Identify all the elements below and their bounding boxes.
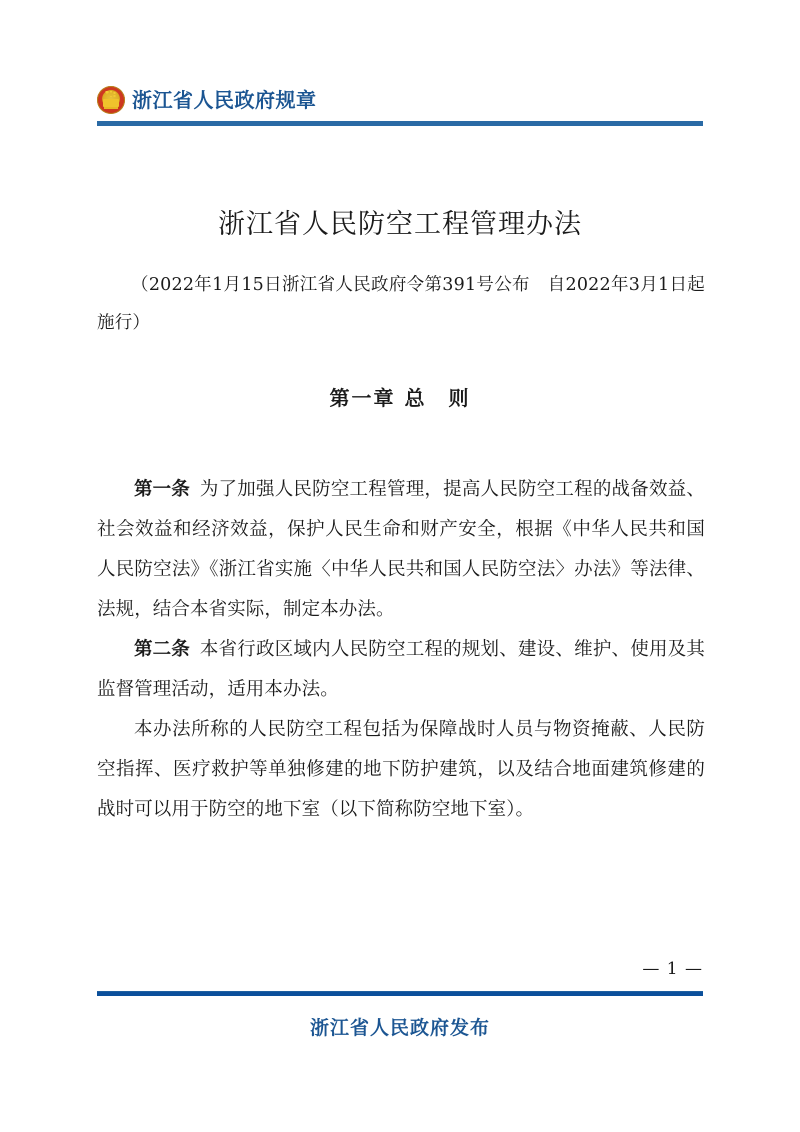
article-text: 为了加强人民防空工程管理，提高人民防空工程的战备效益、社会效益和经济效益，保护人民生命和财产安全，根据《中华人民共和国人民防空法》《浙江省实施〈中华人民共和国人民防空法〉办法》等法律、法规，结合本省实际，制定本办法。 [97, 479, 705, 620]
footer-divider-thick [97, 992, 703, 996]
article-paragraph [97, 470, 705, 630]
page-number: — 1 — [642, 959, 703, 979]
page-header [97, 82, 703, 126]
header-divider [97, 121, 703, 126]
article-label: 第二条 [134, 639, 190, 660]
document-body [97, 470, 705, 830]
page-title: 浙江省人民防空工程管理办法 [218, 209, 582, 240]
article-paragraph [97, 630, 705, 710]
article-label: 第一条 [134, 479, 190, 500]
article-text: 本办法所称的人民防空工程包括为保障战时人员与物资掩蔽、人民防空指挥、医疗救护等单独修建的地下防护建筑，以及结合地面建筑修建的战时可以用于防空的地下室（以下简称防空地下室）。 [97, 719, 705, 820]
national-emblem-icon [97, 86, 125, 114]
header-row [97, 82, 703, 118]
article-paragraph [97, 710, 705, 830]
footer-publisher: 浙江省人民政府发布 [309, 1017, 490, 1039]
article-text: 本省行政区域内人民防空工程的规划、建设、维护、使用及其监督管理活动，适用本办法。 [97, 639, 705, 700]
publication-note: （2022年1月15日浙江省人民政府令第391号公布 自2022年3月1日起施行） [97, 275, 705, 333]
header-divider-thin [97, 125, 703, 126]
header-title: 浙江省人民政府规章 [132, 88, 317, 112]
chapter-heading: 第一章 总 则 [329, 386, 471, 410]
footer-divider [97, 991, 703, 996]
